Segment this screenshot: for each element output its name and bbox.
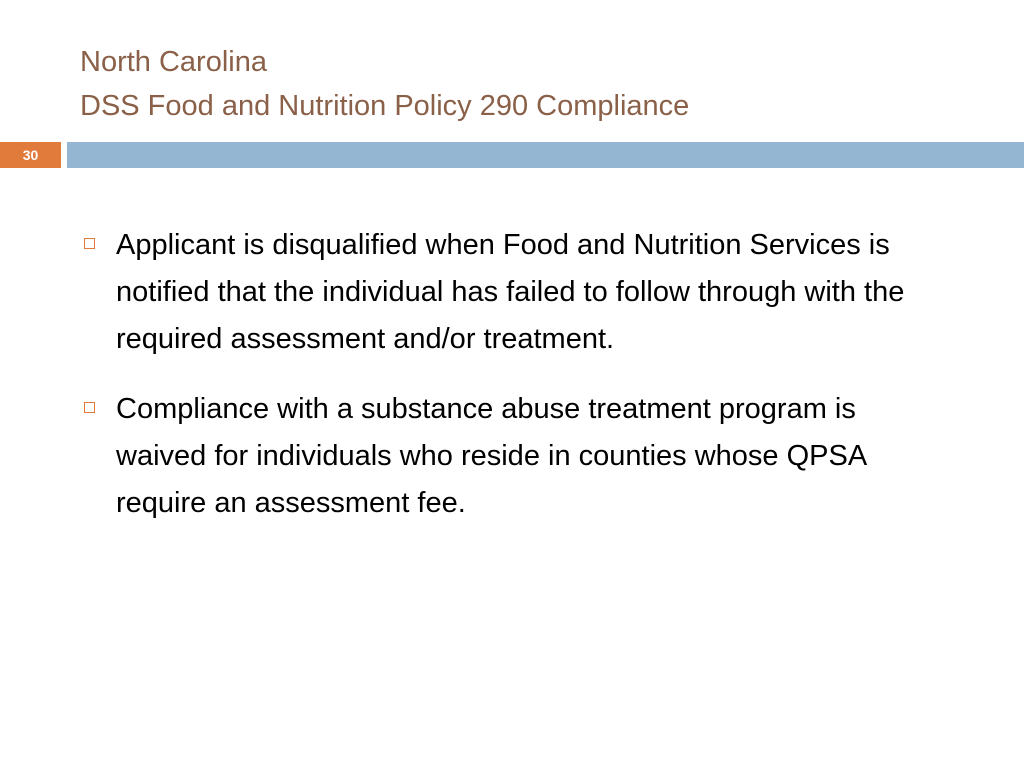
- title-line-1: North Carolina: [80, 46, 267, 78]
- bullet-text: Applicant is disqualified when Food and Nutrition Services is notified that the individual has failed to follow through with the required assessment and/or treatment.: [116, 229, 905, 355]
- title-line-2: DSS Food and Nutrition Policy 290 Compliance: [80, 90, 690, 122]
- header-divider-bar: [67, 142, 1024, 168]
- bullet-item: [80, 386, 940, 527]
- bullet-text: Compliance with a substance abuse treatment program is waived for individuals who reside in counties whose QPSA require an assessment fee.: [116, 393, 866, 519]
- slide-title: [80, 40, 980, 128]
- bullet-list: [80, 222, 940, 550]
- slide-number-badge: 30: [0, 142, 61, 168]
- square-bullet-icon: [84, 238, 95, 249]
- bullet-item: [80, 222, 940, 363]
- square-bullet-icon: [84, 402, 95, 413]
